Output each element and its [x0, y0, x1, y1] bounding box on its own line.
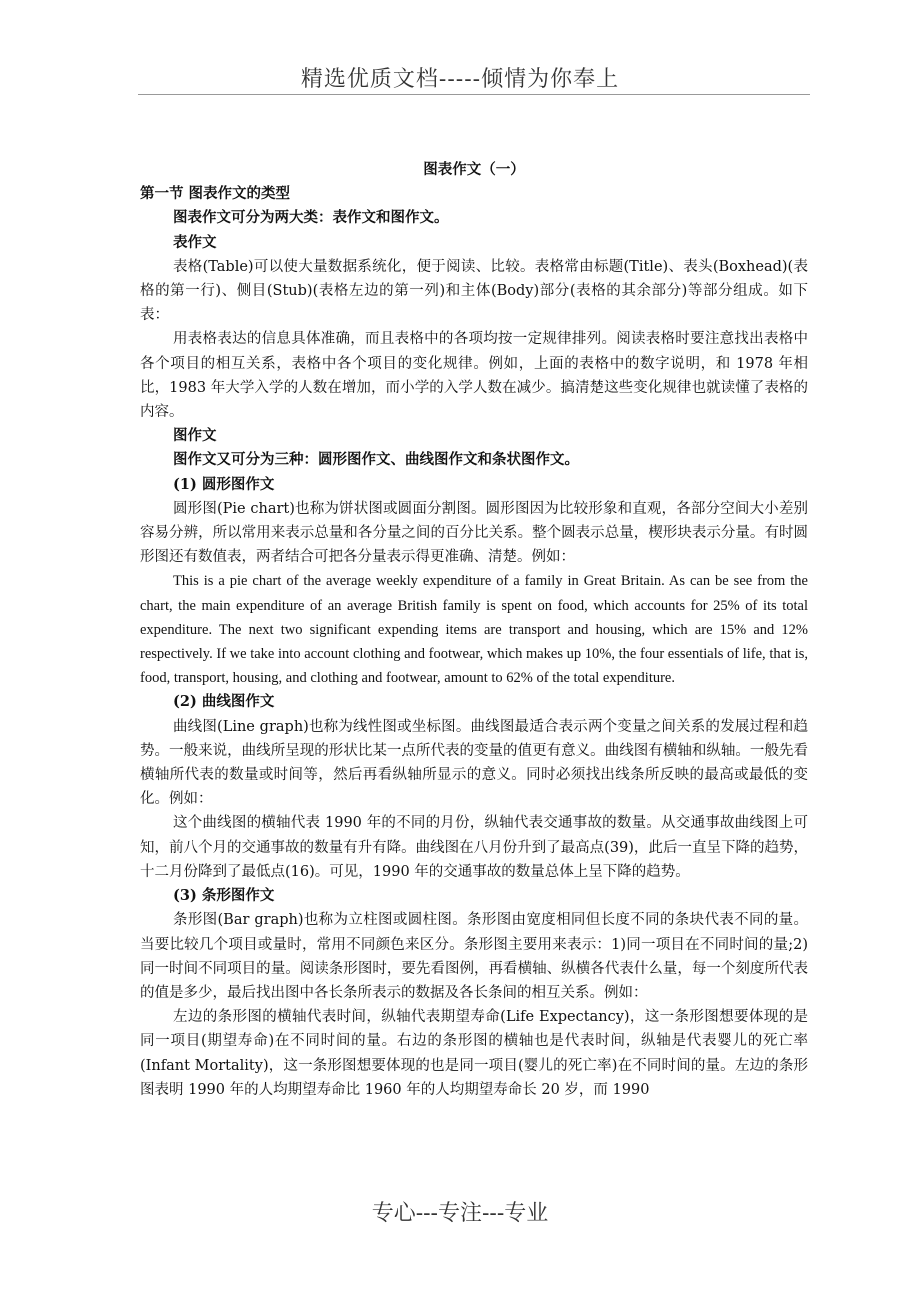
page-footer: 专心---专注---专业 — [371, 1201, 549, 1226]
chart-heading: 图作文 — [173, 427, 217, 445]
header-divider — [138, 94, 810, 95]
paragraph: 这个曲线图的横轴代表 1990 年的不同的月份，纵轴代表交通事故的数量。从交通事故曲线图上可知，前八个月的交通事故的数量有升有降。曲线图在八月份升到了最高点(39)，此后一直呈下降的趋势，十二月份降到了最低点(16)。可见，1990 年的交通事故的数量总体上呈下降的趋势。 — [140, 815, 808, 880]
english-paragraph: This is a pie chart of the average weekly expenditure of a family in Great Britain. As can be see from the chart, the main expenditure of an average British family is spent on food, which accounts for 25% of its total expenditure. The next two significant expending items are transport and housing, which are 15% and 12% respectively. If we take into account clothing and footwear, which makes up 10%, the four essentials of life, that is, food, transport, housing, and clothing and footwear, amount to 62% of the total expenditure. — [140, 573, 808, 687]
paragraph: 表格(Table)可以使大量数据系统化，便于阅读、比较。表格常由标题(Title)、表头(Boxhead)(表格的第一行)、侧目(Stub)(表格左边的第一列)和主体(Body)部分(表格的其余部分)等部分组成。如下表： — [140, 258, 808, 324]
bar-heading: (3) 条形图作文 — [173, 887, 275, 905]
line-heading: (2) 曲线图作文 — [173, 693, 275, 711]
section-heading: 第一节 图表作文的类型 — [140, 185, 291, 203]
page-header: 精选优质文档-----倾情为你奉上 — [300, 67, 620, 92]
paragraph: 曲线图(Line graph)也称为线性图或坐标图。曲线图最适合表示两个变量之间关系的发展过程和趋势。一般来说，曲线所呈现的形状比某一点所代表的变量的值更有意义。曲线图有横轴和纵轴。一般先看横轴所代表的数量或时间等，然后再看纵轴所显示的意义。同时必须找出线条所反映的最高或最低的变化。例如： — [140, 718, 808, 808]
intro-line: 图表作文可分为两大类：表作文和图作文。 — [173, 209, 449, 227]
table-heading: 表作文 — [173, 233, 217, 251]
paragraph: 左边的条形图的横轴代表时间，纵轴代表期望寿命(Life Expectancy)，这一条形图想要体现的是同一项目(期望寿命)在不同时间的量。右边的条形图的横轴也是代表时间，纵轴是代表婴儿的死亡率(Infant Mortality)，这一条形图想要体现的也是同一项目(婴儿的死亡率)在不同时间的量。左边的条形图表明 1990 年的人均期望寿命比 1960 年的人均期望寿命长 20 岁，而 1990 — [140, 1009, 808, 1098]
chart-intro: 图作文又可分为三种：圆形图作文、曲线图作文和条状图作文。 — [173, 451, 579, 469]
paragraph: 用表格表达的信息具体准确，而且表格中的各项均按一定规律排列。阅读表格时要注意找出表格中各个项目的相互关系，表格中各个项目的变化规律。例如，上面的表格中的数字说明，和 1978 年相比，1983 年大学入学的人数在增加，而小学的入学人数在减少。搞清楚这些变化规律也就读懂了表格的内容。 — [140, 331, 808, 421]
pie-heading: (1) 圆形图作文 — [173, 475, 275, 493]
document-title: 图表作文（一） — [423, 161, 525, 178]
paragraph: 圆形图(Pie chart)也称为饼状图或圆面分割图。圆形图因为比较形象和直观，各部分空间大小差别容易分辨，所以常用来表示总量和各分量之间的百分比关系。整个圆表示总量，楔形块表示分量。有时圆形图还有数值表，两者结合可把各分量表示得更准确、清楚。例如： — [140, 500, 808, 566]
paragraph: 条形图(Bar graph)也称为立柱图或圆柱图。条形图由宽度相同但长度不同的条块代表不同的量。当要比较几个项目或量时，常用不同颜色来区分。条形图主要用来表示：1)同一项目在不同时间的量;2)同一时间不同项目的量。阅读条形图时，要先看图例，再看横轴、纵横各代表什么量，每一个刻度所代表的值是多少，最后找出图中各长条所表示的数据及各长条间的相互关系。例如： — [140, 912, 808, 1001]
document-body — [140, 158, 808, 1102]
